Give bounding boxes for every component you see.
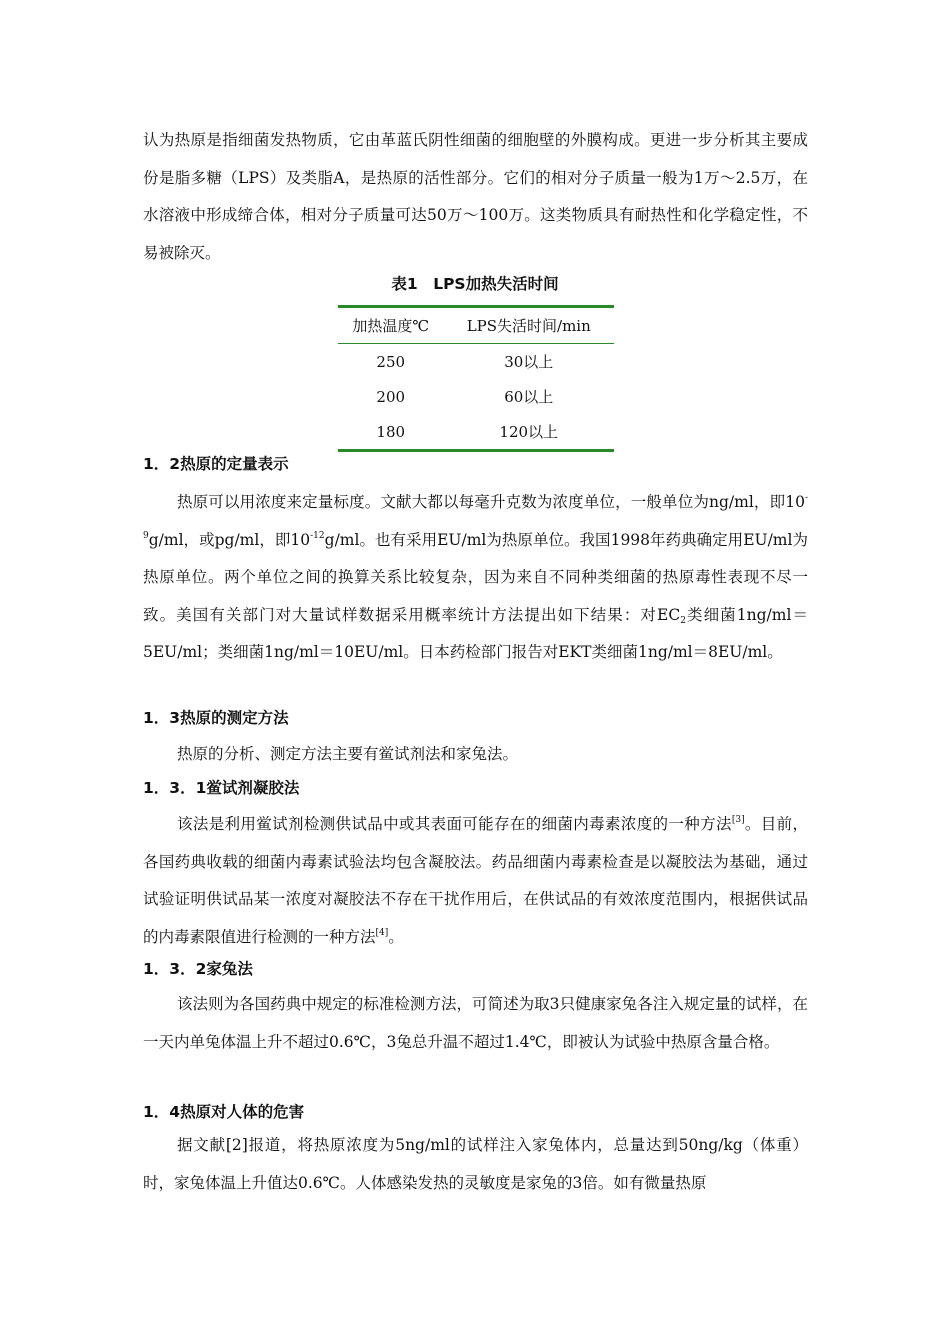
text-run: 热原可以用浓度来定量标度。文献大都以每毫升克数为浓度单位，一般单位为ng/ml，即10 <box>177 493 805 511</box>
section-heading-1-3-1: 1．3．1鲎试剂凝胶法 <box>143 779 300 797</box>
exponent: -9 <box>143 493 808 541</box>
text-run: g/ml，或pg/ml，即10 <box>148 530 311 549</box>
text-run: 。目前，各国药典收载的细菌内毒素试验法均包含凝胶法。药品细菌内毒素检查是以凝胶法为基础，通过试验证明供试品某一浓度对凝胶法不存在干扰作用后，在供试品的有效浓度范围内，根据供试品的内毒素限值进行检测的一种方法 <box>143 815 808 946</box>
paragraph-rabbit-method: 该法则为各国药典中规定的标准检测方法，可简述为取3只健康家兔各注入规定量的试样，在一天内单兔体温上升不超过0.6℃，3兔总升温不超过1.4℃，即被认为试验中热原含量合格。 <box>143 995 808 1051</box>
section-heading-1-2: 1．2热原的定量表示 <box>143 455 289 473</box>
table-row <box>338 379 614 414</box>
table-row <box>338 344 614 380</box>
text-run: g/ml。也有采用EU/ml为热原单位。我国1998年药典确定用EU/ml为热原单位。两个单位之间的换算关系比较复杂，因为来自不同种类细菌的热原毒性表现不尽一致。美国有关部门对大量试样数据采用概率统计方法提出如下结果：对EC <box>143 530 808 624</box>
section-heading-1-3: 1．3热原的测定方法 <box>143 709 289 727</box>
header-inactivation-time: LPS失活时间/min <box>466 317 591 335</box>
section-heading-1-3-2: 1．3．2家兔法 <box>143 960 253 978</box>
table-row <box>338 414 614 451</box>
citation: [4] <box>375 927 389 938</box>
table-header-row <box>338 307 614 344</box>
text-run: 。 <box>388 927 404 946</box>
table-cell: 250 <box>376 352 406 371</box>
table-cell: 30以上 <box>504 353 554 371</box>
paragraph-lal-gel-method <box>143 806 808 956</box>
table-cell: 180 <box>376 422 406 441</box>
table-cell: 120以上 <box>499 423 559 441</box>
citation: [3] <box>731 815 745 825</box>
header-temperature: 加热温度℃ <box>352 317 430 335</box>
table-cell: 60以上 <box>504 388 554 406</box>
paragraph-hazards: 据文献[2]报道，将热原浓度为5ng/ml的试样注入家兔体内，总量达到50ng/kg（体重）时，家兔体温上升值达0.6℃。人体感染发热的灵敏度是家兔的3倍。如有微量热原 <box>143 1136 808 1192</box>
text-run: 该法是利用鲎试剂检测供试品中或其表面可能存在的细菌内毒素浓度的一种方法 <box>177 815 732 833</box>
subscript: 2 <box>680 615 686 626</box>
table-cell: 200 <box>376 387 406 406</box>
lps-inactivation-table <box>338 305 614 452</box>
text-run: 类细菌1ng/ml＝5EU/ml；类细菌1ng/ml＝10EU/ml。日本药检部门报告对EKT类细菌1ng/ml＝8EU/ml。 <box>143 605 808 661</box>
section-heading-1-4: 1．4热原对人体的危害 <box>143 1103 305 1121</box>
paragraph-methods: 热原的分析、测定方法主要有鲎试剂法和家兔法。 <box>177 745 519 763</box>
exponent: -12 <box>310 530 325 541</box>
paragraph-quantification <box>143 484 808 672</box>
table-caption: 表1 LPS加热失活时间 <box>391 275 559 293</box>
paragraph-pyrogen-definition: 认为热原是指细菌发热物质，它由革蓝氏阴性细菌的细胞壁的外膜构成。更进一步分析其主要成份是脂多糖（LPS）及类脂A，是热原的活性部分。它们的相对分子质量一般为1万～2.5万，在水溶液中形成缔合体，相对分子质量可达50万～100万。这类物质具有耐热性和化学稳定性，不易被除灭。 <box>143 131 808 262</box>
